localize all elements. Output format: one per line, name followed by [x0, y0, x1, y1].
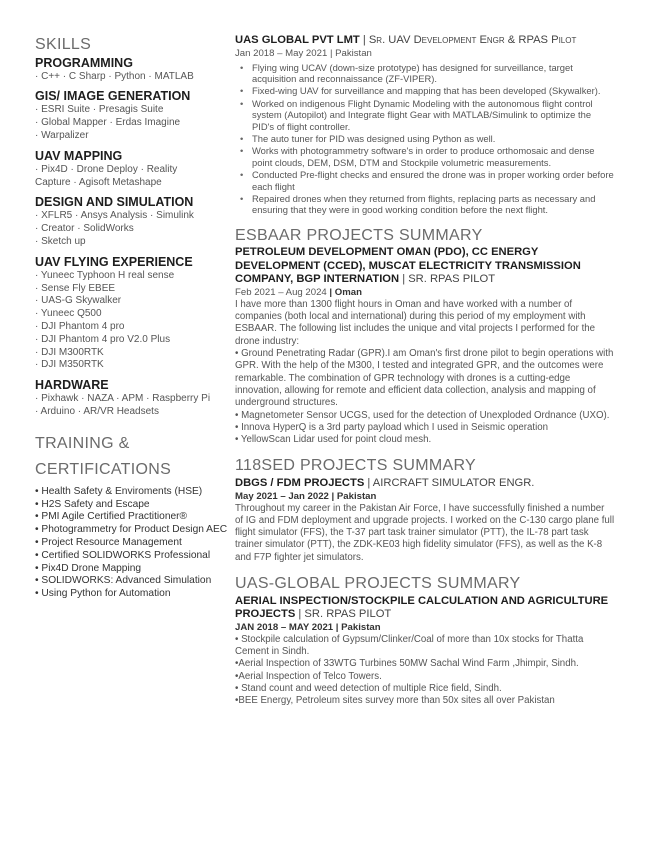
programming-heading: PROGRAMMING: [35, 55, 133, 70]
uasg-line: •Aerial Inspection of Telco Towers.: [235, 670, 382, 682]
gis-line: · ESRI Suite · Presagis Suite: [35, 104, 164, 116]
left-column: [35, 34, 230, 601]
job-bullet: • Repaired drones when they returned from flights, replacing parts as necessary and ensuring that they were in good working condition before the next flight.: [252, 193, 615, 216]
uasg-project: AERIAL INSPECTION/STOCKPILE CALCULATION AND AGRICULTURE PROJECTS: [235, 594, 609, 621]
job-bullet: • Worked on indigenous Flight Dynamic Modeling with the autonomous flight control system (Autopilot) and Integrate flight Gear with MATLAB/Simulink to optimize the PID's of flight controller.: [252, 98, 615, 132]
flying-line: · DJI M350RTK: [35, 359, 104, 371]
programming-block: [35, 56, 230, 84]
training-title-line1: TRAINING &: [35, 434, 130, 452]
design-line: · Creator · SolidWorks: [35, 223, 134, 235]
esbaar-paragraph: • YellowScan Lidar used for point cloud mesh.: [235, 434, 432, 446]
job-uas-global: [235, 34, 615, 216]
design-heading: DESIGN AND SIMULATION: [35, 195, 194, 210]
gis-block: [35, 89, 230, 142]
uav-mapping-line: Capture · Agisoft Metashape: [35, 176, 162, 188]
sed-paragraph: Throughout my career in the Pakistan Air Force, I have successfully finished a number of IG and FDM deployment and upgrade projects. I worked on the C-130 cargo plane full flight simulator (FFS), the T-37 part task trainer simulator (PTT), the IL-78 part task trainer simulator (PTT), the ZDK-KE03 high fidelity simulator (FFS), as well as the K-8 and F7P fighter jet simulators.: [235, 502, 615, 563]
flying-line: · DJI M300RTK: [35, 346, 104, 358]
uasg-role: | SR. RPAS PILOT: [295, 608, 392, 621]
gis-line: · Global Mapper · Erdas Imagine: [35, 117, 181, 129]
hardware-block: [35, 378, 230, 419]
sed-heading: [235, 477, 615, 491]
flying-line: · Yuneec Q500: [35, 308, 102, 320]
certification-item: • Health Safety & Enviroments (HSE): [35, 485, 203, 497]
sed-section: [235, 455, 615, 564]
uasg-line: • Stand count and weed detection of multiple Rice field, Sindh.: [235, 682, 502, 694]
hardware-line: · Pixhawk · NAZA · APM · Raspberry Pi: [35, 393, 211, 405]
flying-line: · UAS-G Skywalker: [35, 295, 122, 307]
certification-item: • H2S Safety and Escape: [35, 498, 150, 510]
skills-title: SKILLS: [35, 36, 92, 53]
sed-project: DBGS / FDM PROJECTS: [235, 477, 365, 490]
job-bullet: • Flying wing UCAV (down-size prototype) has designed for surveillance, target acquisition and reconnaissance (ZF-VIPER).: [252, 62, 615, 85]
esbaar-clients: PETROLEUM DEVELOPMENT OMAN (PDO), CC ENERGY DEVELOPMENT (CCED), MUSCAT ELECTRICITY TRANSMISSION COMPANY, BGP INTERNATION: [235, 246, 581, 286]
certification-item: • PMI Agile Certified Practitioner®: [35, 511, 188, 523]
uasg-heading: [235, 595, 615, 622]
esbaar-date-place: | Oman: [326, 286, 362, 298]
job-company: UAS GLOBAL PVT LMT: [235, 34, 360, 46]
hardware-heading: HARDWARE: [35, 378, 109, 393]
esbaar-role: | SR. RPAS PILOT: [399, 273, 496, 286]
design-line: · XFLR5 · Ansys Analysis · Simulink: [35, 210, 194, 222]
right-column: [235, 34, 615, 707]
uasg-line: •Aerial Inspection of 33WTG Turbines 50MW Sachal Wind Farm ,Jhimpir, Sindh.: [235, 658, 579, 670]
esbaar-date: [235, 287, 615, 299]
design-line: · Sketch up: [35, 235, 86, 247]
uav-mapping-heading: UAV MAPPING: [35, 148, 123, 163]
gis-line: · Warpalizer: [35, 129, 89, 141]
flying-heading: UAV FLYING EXPERIENCE: [35, 254, 193, 269]
training-title-line2: CERTIFICATIONS: [35, 460, 172, 478]
certification-item: • SOLIDWORKS: Advanced Simulation: [35, 575, 212, 587]
certification-item: • Project Resource Management: [35, 536, 182, 548]
uasg-title: UAS-GLOBAL PROJECTS SUMMARY: [235, 575, 521, 593]
job-bullet: • Conducted Pre-flight checks and ensured the drone was in proper working order before each flight: [252, 169, 615, 192]
job-heading: [235, 34, 615, 48]
esbaar-paragraph: I have more than 1300 flight hours in Oman and have worked with a number of companies (both local and international) during this period of my employment with ESBAAR. The following list includes the unique and vital projects I performed for the drone industry:: [235, 298, 596, 347]
gis-heading: GIS/ IMAGE GENERATION: [35, 89, 191, 104]
esbaar-date-range: Feb 2021 – Aug 2024: [235, 286, 327, 298]
esbaar-section: [235, 225, 615, 447]
job-bullet: • Fixed-wing UAV for surveillance and mapping that has been developed (Skywalker).: [252, 85, 615, 96]
job-bullet: • Works with photogrammetry software's in order to produce orthomosaic and dense point clouds, DEM, DSM, DTM and Stockpile volumetric measurements.: [252, 145, 615, 168]
uasg-line: •BEE Energy, Petroleum sites survey more than 50x sites all over Pakistan: [235, 695, 555, 707]
job-date: Jan 2018 – May 2021 | Pakistan: [235, 47, 372, 59]
job-bullets: [235, 62, 615, 216]
flying-line: · Sense Fly EBEE: [35, 282, 116, 294]
flying-line: · DJI Phantom 4 pro: [35, 320, 125, 332]
certification-item: • Certified SOLIDWORKS Professional: [35, 549, 211, 561]
flying-block: [35, 255, 230, 372]
certification-item: • Photogrammetry for Product Design AEC: [35, 524, 228, 536]
esbaar-paragraph: • Magnetometer Sensor UCGS, used for the detection of Unexploded Ordnance (UXO).: [235, 409, 610, 421]
esbaar-title: ESBAAR PROJECTS SUMMARY: [235, 226, 483, 244]
sed-role: | AIRCRAFT SIMULATOR ENGR.: [364, 477, 535, 490]
sed-date: May 2021 – Jan 2022 | Pakistan: [235, 490, 377, 502]
design-block: [35, 195, 230, 248]
esbaar-paragraph: • Innova HyperQ is a 3rd party payload which I used in Seismic operation: [235, 421, 549, 433]
uasg-section: [235, 573, 615, 707]
uav-mapping-line: · Pix4D · Drone Deploy · Reality: [35, 163, 178, 175]
uasg-line: • Stockpile calculation of Gypsum/Clinker/Coal of more than 10x stocks for Thatta Cement in Sindh.: [235, 633, 584, 657]
esbaar-paragraph: • Ground Penetrating Radar (GPR).I am Oman's first drone pilot to begin operations with GPR. With the help of the M300, I tested and integrated GPR, and the outcomes were remarkable. The combination of GPR technology with drones is a cutting-edge innovation, allowing for remote and efficient data collection, analysis and mapping of underground structures.: [235, 348, 614, 409]
hardware-line: · Arduino · AR/VR Headsets: [35, 405, 159, 417]
flying-line: · DJI Phantom 4 pro V2.0 Plus: [35, 333, 171, 345]
sed-title: 118SED PROJECTS SUMMARY: [235, 457, 477, 475]
certification-item: • Pix4D Drone Mapping: [35, 562, 142, 574]
flying-line: · Yuneec Typhoon H real sense: [35, 269, 175, 281]
esbaar-heading: [235, 246, 615, 287]
job-role: | Sr. UAV Development Engr & RPAS Pilot: [362, 34, 577, 46]
programming-text: · C++ · C Sharp · Python · MATLAB: [35, 70, 194, 82]
uasg-date: JAN 2018 – MAY 2021 | Pakistan: [235, 621, 381, 633]
certifications-list: [35, 486, 230, 601]
job-bullet: • The auto tuner for PID was designed using Python as well.: [252, 133, 615, 144]
certification-item: • Using Python for Automation: [35, 588, 171, 600]
uav-mapping-block: [35, 149, 230, 190]
